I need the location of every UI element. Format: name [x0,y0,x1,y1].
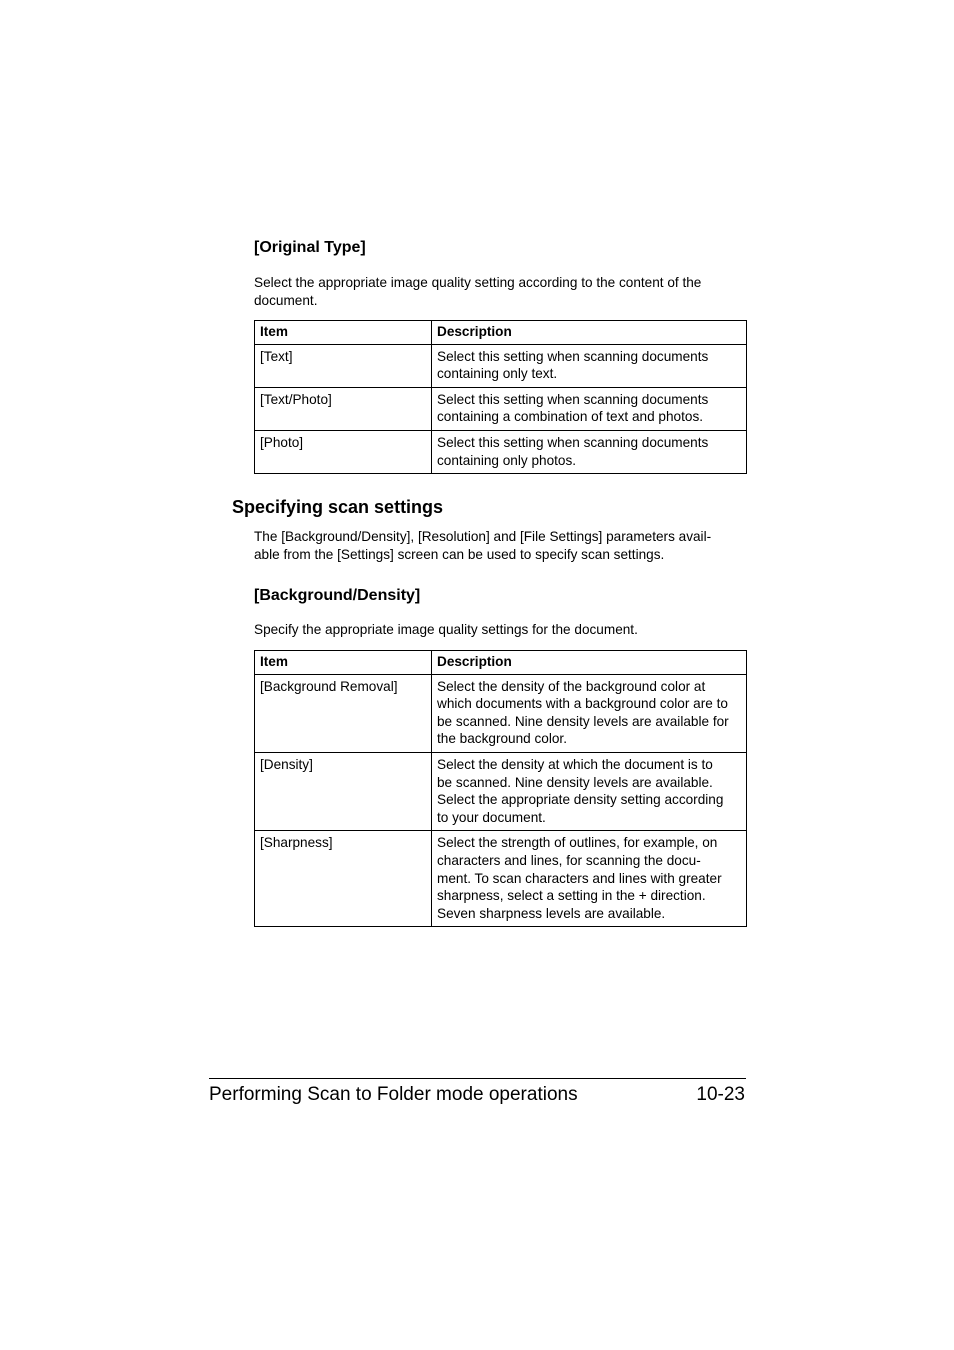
desc-line: Select this setting when scanning documents [437,391,709,407]
section-heading-background-density: [Background/Density] [254,587,421,604]
table-cell-description [432,430,747,473]
table-row [255,831,747,927]
intro-line: The [Background/Density], [Resolution] and [File Settings] parameters avail- [254,529,712,544]
table-row [255,344,747,387]
table-cell-item: [Density] [255,752,432,830]
table-cell-description [432,387,747,430]
footer-page-number: 10-23 [696,1084,745,1105]
intro-line: document. [254,293,318,308]
column-header-item: Item [255,651,432,675]
desc-line: Select the density of the background color at [437,678,706,694]
desc-line: Select the density at which the document is to [437,756,713,772]
table-cell-item: [Sharpness] [255,831,432,927]
background-density-table [254,650,747,927]
section-intro-original-type [254,274,754,310]
section-heading-original-type: [Original Type] [254,239,366,256]
desc-line: containing only photos. [437,452,577,468]
footer-title: Performing Scan to Folder mode operations [209,1084,578,1105]
column-header-description: Description [432,321,747,345]
table-cell-item: [Background Removal] [255,674,432,752]
section-intro-specifying-scan-settings [254,528,754,564]
desc-line: Select the strength of outlines, for example, on [437,835,718,851]
table-cell-item: [Text] [255,344,432,387]
desc-line: sharpness, select a setting in the + direction. [437,888,706,904]
desc-line: be scanned. Nine density levels are available. [437,774,713,790]
desc-line: characters and lines, for scanning the docu- [437,852,701,868]
section-heading-specifying-scan-settings: Specifying scan settings [232,497,444,517]
table-cell-description [432,831,747,927]
table-row [255,430,747,473]
section-intro-background-density: Specify the appropriate image quality settings for the document. [254,622,638,637]
table-row [255,387,747,430]
desc-line: the background color. [437,731,567,747]
desc-line: ment. To scan characters and lines with greater [437,870,722,886]
column-header-description: Description [432,651,747,675]
desc-line: Select the appropriate density setting according [437,792,724,808]
desc-line: Select this setting when scanning documents [437,434,709,450]
desc-line: Select this setting when scanning documents [437,348,709,364]
table-header-row [255,321,747,345]
table-cell-description [432,752,747,830]
table-cell-item: [Text/Photo] [255,387,432,430]
desc-line: containing only text. [437,366,558,382]
intro-line: able from the [Settings] screen can be used to specify scan settings. [254,547,665,562]
table-cell-item: [Photo] [255,430,432,473]
footer-divider [209,1078,746,1079]
table-cell-description [432,674,747,752]
intro-line: Select the appropriate image quality setting according to the content of the [254,275,702,290]
original-type-table [254,320,747,474]
table-cell-description [432,344,747,387]
desc-line: to your document. [437,809,546,825]
desc-line: which documents with a background color are to [437,696,728,712]
table-header-row [255,651,747,675]
desc-line: containing a combination of text and photos. [437,409,704,425]
table-row [255,674,747,752]
table-row [255,752,747,830]
column-header-item: Item [255,321,432,345]
desc-line: be scanned. Nine density levels are available for [437,713,729,729]
desc-line: Seven sharpness levels are available. [437,905,666,921]
